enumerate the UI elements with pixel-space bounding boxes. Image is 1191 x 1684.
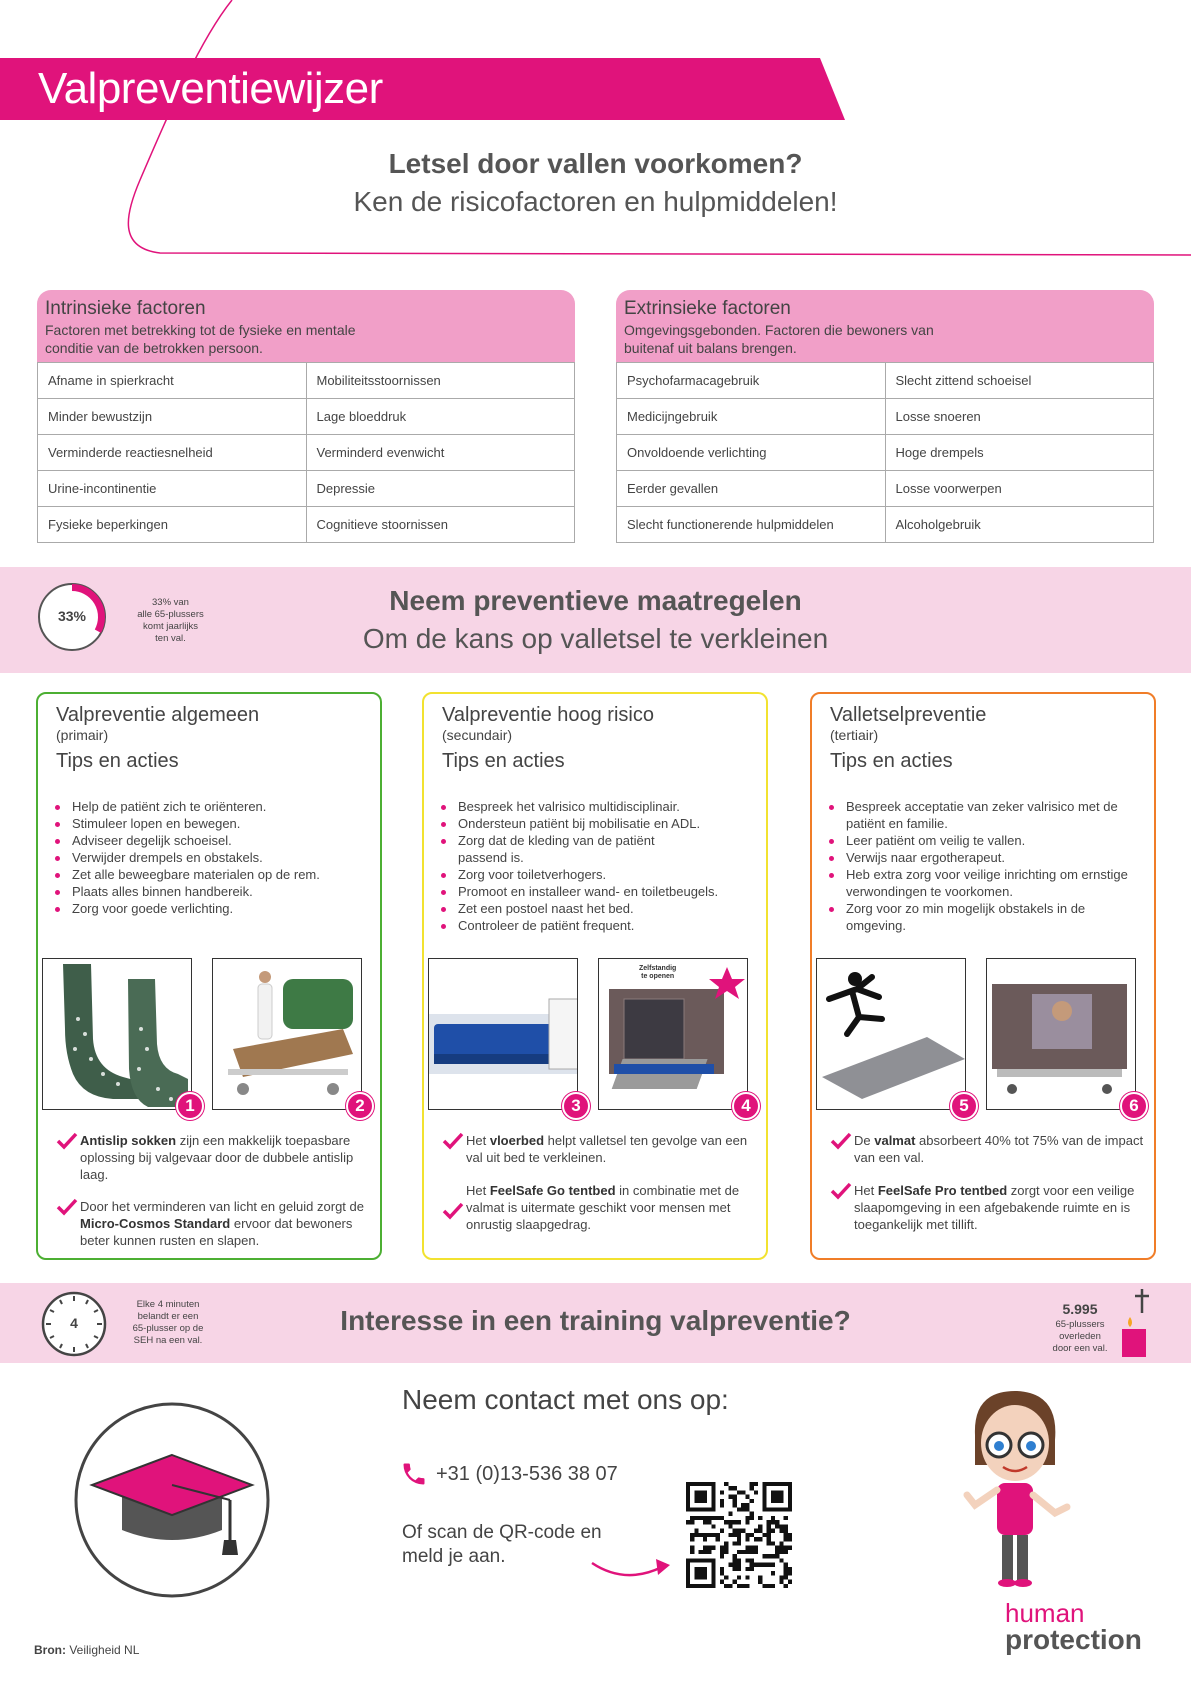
table-row bbox=[38, 399, 575, 435]
table-cell: Hoge drempels bbox=[885, 435, 1154, 471]
check-text-pre: De bbox=[854, 1133, 875, 1148]
feelsafe-pro-photo bbox=[986, 958, 1136, 1110]
check-text-bold: FeelSafe Pro tentbed bbox=[877, 1183, 1008, 1198]
check-text-bold: Micro-Cosmos Standard bbox=[80, 1216, 231, 1231]
clock-note-line: Elke 4 minuten bbox=[136, 1299, 200, 1310]
list-item: Controleer de patiënt frequent. bbox=[454, 917, 759, 934]
list-item: Heb extra zorg voor veilige inrichting om ernstige verwondingen te voorkomen. bbox=[842, 866, 1147, 900]
table-row bbox=[38, 471, 575, 507]
badge-number: 5 bbox=[950, 1092, 978, 1120]
floor-bed-icon bbox=[429, 959, 578, 1110]
column-level: (secundair) bbox=[442, 727, 513, 743]
table-row bbox=[38, 507, 575, 543]
list-item: Adviseer degelijk schoeisel. bbox=[68, 832, 368, 849]
column-title: Valpreventie hoog risico bbox=[442, 704, 654, 726]
micro-cosmos-photo bbox=[212, 958, 362, 1110]
check-text bbox=[466, 1182, 758, 1233]
stat-note-line: komt jaarlijks bbox=[143, 621, 198, 632]
check-text-bold: Antislip sokken bbox=[80, 1133, 177, 1148]
intrinsic-subtitle-1: Factoren met betrekking tot de fysieke en mentale bbox=[45, 322, 356, 338]
table-cell: Urine-incontinentie bbox=[38, 471, 307, 507]
list-item: Stimuleer lopen en bewegen. bbox=[68, 815, 368, 832]
falling-person-icon bbox=[817, 959, 966, 1110]
list-item: Bespreek acceptatie van zeker valrisico met de patiënt en familie. bbox=[842, 798, 1147, 832]
table-cell: Verminderd evenwicht bbox=[306, 435, 575, 471]
list-item: Zorg dat de kleding van de patiënt passend is. bbox=[454, 832, 759, 866]
clock-note-line: belandt er een bbox=[137, 1311, 199, 1322]
check-text-post: absorbeert 40% tot 75% van de impact van een val. bbox=[854, 1133, 1144, 1165]
source-note bbox=[34, 1643, 139, 1657]
table-cell: Afname in spierkracht bbox=[38, 363, 307, 399]
intrinsic-subtitle-2: conditie van de betrokken persoon. bbox=[45, 340, 263, 356]
table-row bbox=[38, 363, 575, 399]
checkmark-icon bbox=[56, 1132, 78, 1150]
bed-icon bbox=[213, 959, 362, 1110]
deaths-note-line: 65-plussers bbox=[1055, 1319, 1105, 1330]
check-text-post: helpt valletsel ten gevolge van een val uit bed te verkleinen. bbox=[466, 1133, 748, 1165]
check-text-post: in combinatie met de valmat is uitermate geschikt voor mensen met onrustig slaapgedrag. bbox=[466, 1183, 740, 1232]
intrinsic-table bbox=[37, 362, 575, 543]
list-item: Promoot en installeer wand- en toiletbeugels. bbox=[454, 883, 759, 900]
stat-note-line: alle 65-plussers bbox=[137, 609, 204, 620]
table-cell: Onvoldoende verlichting bbox=[617, 435, 886, 471]
stat-percent: 33% bbox=[57, 608, 87, 624]
list-item: Help de patiënt zich te oriënteren. bbox=[68, 798, 368, 815]
checkmark-icon bbox=[56, 1198, 78, 1216]
check-text-bold: vloerbed bbox=[489, 1133, 545, 1148]
extrinsic-title: Extrinsieke factoren bbox=[624, 298, 791, 319]
training-title: Interesse in een training valpreventie? bbox=[340, 1305, 851, 1336]
intrinsic-header bbox=[37, 290, 575, 362]
check-text-bold: FeelSafe Go tentbed bbox=[489, 1183, 616, 1198]
table-cell: Losse voorwerpen bbox=[885, 471, 1154, 507]
source-value: Veiligheid NL bbox=[66, 1643, 140, 1657]
antislip-socks-photo bbox=[42, 958, 192, 1110]
prevention-subtitle: Om de kans op valletsel te verkleinen bbox=[362, 623, 829, 654]
deaths-note-line: overleden bbox=[1059, 1331, 1101, 1342]
contact-title: Neem contact met ons op: bbox=[402, 1384, 729, 1415]
feelsafe-go-photo bbox=[598, 958, 748, 1110]
extrinsic-subtitle-2: buitenaf uit balans brengen. bbox=[624, 340, 797, 356]
column-tips-heading: Tips en acties bbox=[830, 750, 953, 772]
table-row bbox=[617, 471, 1154, 507]
check-item bbox=[56, 1198, 372, 1249]
prevention-band bbox=[0, 567, 1191, 673]
badge-number: 3 bbox=[562, 1092, 590, 1120]
list-item: Zet alle beweegbare materialen op de rem. bbox=[68, 866, 368, 883]
column-tertiary bbox=[810, 692, 1156, 1260]
photo-label bbox=[639, 965, 676, 981]
list-item: Verwijder drempels en obstakels. bbox=[68, 849, 368, 866]
column-title: Valpreventie algemeen bbox=[56, 704, 260, 726]
badge-number: 4 bbox=[732, 1092, 760, 1120]
list-item: Zet een postoel naast het bed. bbox=[454, 900, 759, 917]
prevention-title: Neem preventieve maatregelen bbox=[389, 585, 802, 616]
check-text bbox=[80, 1132, 372, 1183]
deaths-note bbox=[1040, 1319, 1120, 1355]
checkmark-icon bbox=[442, 1202, 464, 1220]
floor-bed-photo bbox=[428, 958, 578, 1110]
checkmark-icon bbox=[830, 1132, 852, 1150]
tips-list bbox=[454, 798, 759, 934]
badge-number: 2 bbox=[346, 1092, 374, 1120]
badge-number: 6 bbox=[1120, 1092, 1148, 1120]
table-row bbox=[617, 435, 1154, 471]
check-text-pre: Het bbox=[854, 1183, 878, 1198]
list-item: Zorg voor zo min mogelijk obstakels in de omgeving. bbox=[842, 900, 1147, 934]
logo-human: human bbox=[1005, 1598, 1085, 1628]
deaths-note-line: door een val. bbox=[1052, 1343, 1108, 1354]
decorative-curve bbox=[0, 0, 1191, 270]
phone-icon bbox=[400, 1460, 428, 1488]
list-item: Zorg voor toiletverhogers. bbox=[454, 866, 759, 883]
list-item: Ondersteun patiënt bij mobilisatie en ADL. bbox=[454, 815, 759, 832]
photo-label-line: Zelfstandig bbox=[639, 965, 677, 972]
fall-mat-photo bbox=[816, 958, 966, 1110]
list-item: Zorg voor goede verlichting. bbox=[68, 900, 368, 917]
table-cell: Psychofarmacagebruik bbox=[617, 363, 886, 399]
tips-list bbox=[842, 798, 1147, 934]
list-item: Leer patiënt om veilig te vallen. bbox=[842, 832, 1147, 849]
extrinsic-header bbox=[616, 290, 1154, 362]
photo-label-line: te openen bbox=[641, 973, 675, 980]
tips-list bbox=[68, 798, 368, 917]
table-cell: Verminderde reactiesnelheid bbox=[38, 435, 307, 471]
graduation-cap-icon bbox=[72, 1400, 272, 1600]
candle-cross-icon bbox=[1120, 1287, 1156, 1359]
check-text-bold: valmat bbox=[874, 1133, 916, 1148]
check-item bbox=[830, 1182, 1146, 1233]
table-cell: Mobiliteitsstoornissen bbox=[306, 363, 575, 399]
clock-number: 4 bbox=[70, 1315, 78, 1331]
check-text-pre: Door het verminderen van licht en geluid zorgt de bbox=[80, 1199, 364, 1214]
table-cell: Medicijngebruik bbox=[617, 399, 886, 435]
list-item: Bespreek het valrisico multidisciplinair. bbox=[454, 798, 759, 815]
check-text bbox=[854, 1182, 1146, 1233]
table-row bbox=[38, 435, 575, 471]
badge-number: 1 bbox=[176, 1092, 204, 1120]
list-item: Plaats alles binnen handbereik. bbox=[68, 883, 368, 900]
column-level: (primair) bbox=[56, 727, 109, 743]
table-cell: Lage bloeddruk bbox=[306, 399, 575, 435]
qr-code-icon[interactable] bbox=[686, 1482, 792, 1588]
table-cell: Depressie bbox=[306, 471, 575, 507]
list-item: Verwijs naar ergotherapeut. bbox=[842, 849, 1147, 866]
logo-protection: protection bbox=[1005, 1624, 1142, 1655]
column-secondary bbox=[422, 692, 768, 1260]
arrow-icon bbox=[590, 1545, 675, 1585]
check-text bbox=[854, 1132, 1146, 1166]
table-row bbox=[617, 507, 1154, 543]
scan-text-line: meld je aan. bbox=[402, 1546, 506, 1567]
extrinsic-subtitle-1: Omgevingsgebonden. Factoren die bewoners van bbox=[624, 322, 934, 338]
clock-note-line: 65-plusser op de bbox=[132, 1323, 204, 1334]
table-cell: Slecht zittend schoeisel bbox=[885, 363, 1154, 399]
table-cell: Fysieke beperkingen bbox=[38, 507, 307, 543]
checkmark-icon bbox=[442, 1132, 464, 1150]
check-item bbox=[56, 1132, 372, 1183]
check-item bbox=[442, 1182, 758, 1233]
check-text-pre: Het bbox=[466, 1133, 490, 1148]
deaths-number: 5.995 bbox=[1062, 1301, 1098, 1317]
table-cell: Eerder gevallen bbox=[617, 471, 886, 507]
column-title: Valletselpreventie bbox=[830, 704, 987, 726]
checkmark-icon bbox=[830, 1182, 852, 1200]
column-level: (tertiair) bbox=[830, 727, 879, 743]
check-text-pre: Het bbox=[466, 1183, 490, 1198]
table-cell: Minder bewustzijn bbox=[38, 399, 307, 435]
intrinsic-title: Intrinsieke factoren bbox=[45, 298, 206, 319]
check-text bbox=[466, 1132, 758, 1166]
table-cell: Slecht functionerende hulpmiddelen bbox=[617, 507, 886, 543]
column-tips-heading: Tips en acties bbox=[56, 750, 179, 772]
stat-note-line: 33% van bbox=[152, 597, 189, 608]
page-title: Valpreventiewijzer bbox=[38, 64, 383, 113]
intrinsic-factors bbox=[37, 290, 575, 543]
check-text bbox=[80, 1198, 372, 1249]
table-cell: Cognitieve stoornissen bbox=[306, 507, 575, 543]
extrinsic-table bbox=[616, 362, 1154, 543]
sock-icon bbox=[43, 959, 192, 1110]
column-tips-heading: Tips en acties bbox=[442, 750, 565, 772]
source-label: Bron: bbox=[34, 1643, 66, 1657]
extrinsic-factors bbox=[616, 290, 1154, 543]
stat-note-line: ten val. bbox=[155, 633, 186, 644]
phone-number[interactable]: +31 (0)13-536 38 07 bbox=[436, 1463, 618, 1485]
headline: Letsel door vallen voorkomen? bbox=[388, 148, 803, 179]
tent-bed-icon bbox=[599, 959, 748, 1110]
table-cell: Alcoholgebruik bbox=[885, 507, 1154, 543]
table-row bbox=[617, 399, 1154, 435]
check-text-post: zijn een makkelijk toepasbare oplossing bij valgevaar door de dubbele antislip laag. bbox=[80, 1133, 354, 1182]
check-item bbox=[830, 1132, 1146, 1166]
check-text-post: zorgt voor een veilige slaapomgeving in een afgebakende ruimte en is toegankelijk met tillift. bbox=[854, 1183, 1135, 1232]
mascot-icon bbox=[955, 1385, 1075, 1595]
table-cell: Losse snoeren bbox=[885, 399, 1154, 435]
table-row bbox=[617, 363, 1154, 399]
hoist-tent-icon bbox=[987, 959, 1136, 1110]
subheadline: Ken de risicofactoren en hulpmiddelen! bbox=[353, 186, 838, 217]
clock-note-line: SEH na een val. bbox=[133, 1335, 203, 1346]
check-item bbox=[442, 1132, 758, 1166]
scan-text-line: Of scan de QR-code en bbox=[402, 1522, 602, 1543]
check-text-post: ervoor dat bewoners beter kunnen rusten en slapen. bbox=[80, 1216, 353, 1248]
training-band bbox=[0, 1283, 1191, 1363]
column-primary bbox=[36, 692, 382, 1260]
